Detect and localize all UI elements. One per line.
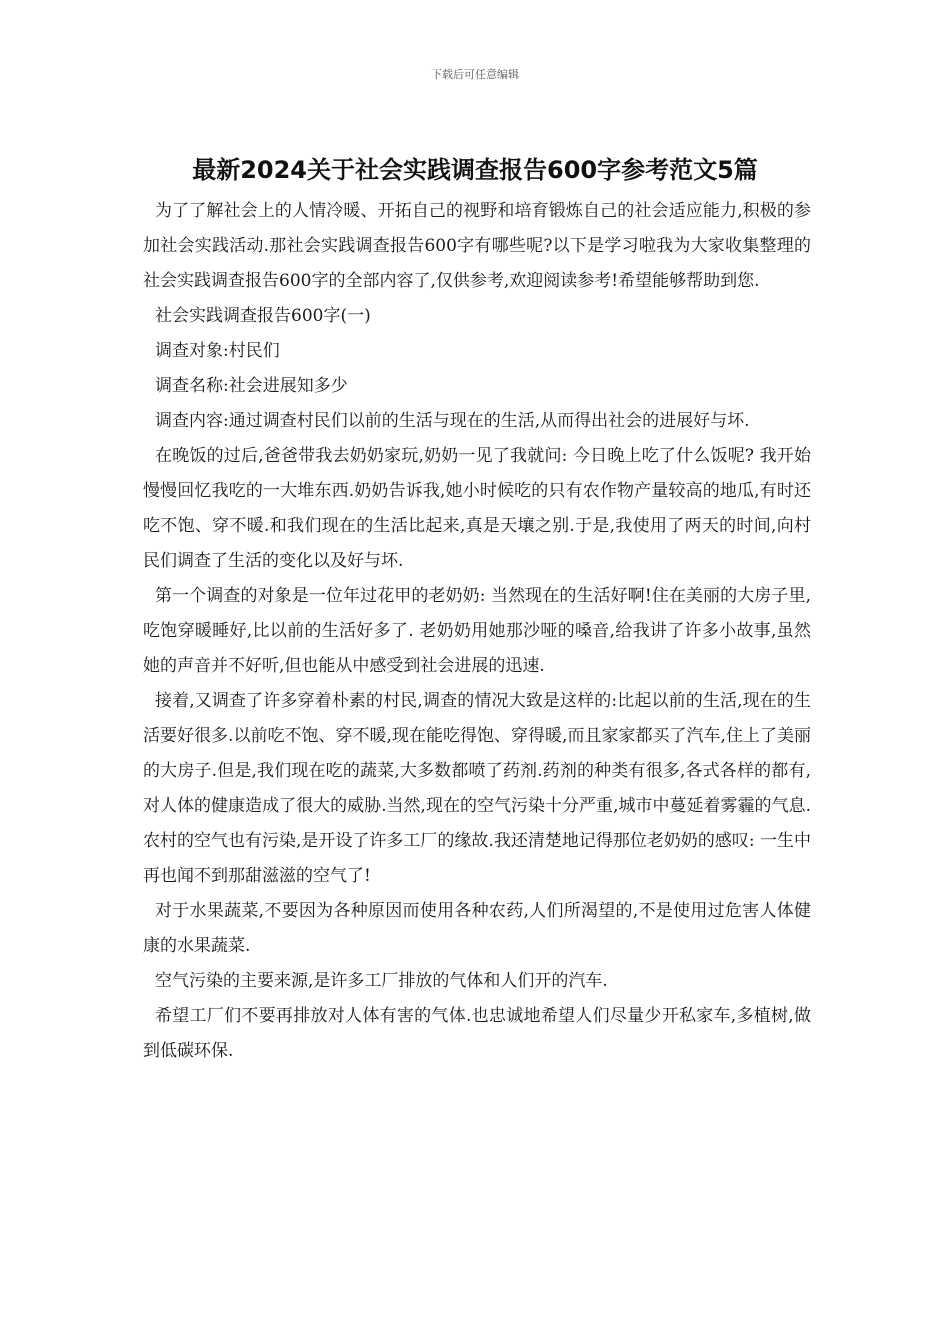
paragraph-survey-object: 调查对象:村民们 bbox=[155, 341, 280, 361]
document-title: 最新2024关于社会实践调查报告600字参考范文5篇 bbox=[192, 156, 758, 184]
paragraph-section-heading: 社会实践调查报告600字(一) bbox=[155, 306, 371, 326]
document-body bbox=[143, 194, 811, 1069]
paragraph-air-pollution: 空气污染的主要来源,是许多工厂排放的气体和人们开的汽车. bbox=[155, 971, 608, 991]
paragraph-hope: 希望工厂们不要再排放对人体有害的气体.也忠诚地希望人们尽量少开私家车,多植树,做到低碳环保. bbox=[143, 1006, 811, 1061]
paragraph-dinner-story: 在晚饭的过后,爸爸带我去奶奶家玩,奶奶一见了我就问: 今日晚上吃了什么饭呢? 我开始慢慢回忆我吃的一大堆东西.奶奶告诉我,她小时候吃的只有农作物产量较高的地瓜,有时还吃不饱、穿不暖.和我们现在的生活比起来,真是天壤之别.于是,我使用了两天的时间,向村民们调查了生活的变化以及好与坏. bbox=[143, 446, 811, 571]
paragraph-survey-name: 调查名称:社会进展知多少 bbox=[155, 376, 348, 396]
paragraph-survey-content: 调查内容:通过调查村民们以前的生活与现在的生活,从而得出社会的进展好与坏. bbox=[155, 411, 750, 431]
header-note: 下载后可任意编辑 bbox=[431, 68, 519, 81]
paragraph-villagers-survey: 接着,又调查了许多穿着朴素的村民,调查的情况大致是这样的:比起以前的生活,现在的生活要好很多.以前吃不饱、穿不暖,现在能吃得饱、穿得暖,而且家家都买了汽车,住上了美丽的大房子.但是,我们现在吃的蔬菜,大多数都喷了药剂.药剂的种类有很多,各式各样的都有,对人体的健康造成了很大的威胁.当然,现在的空气污染十分严重,城市中蔓延着雾霾的气息.农村的空气也有污染,是开设了许多工厂的缘故.我还清楚地记得那位老奶奶的感叹: 一生中再也闻不到那甜滋滋的空气了! bbox=[143, 691, 811, 886]
paragraph-vegetables: 对于水果蔬菜,不要因为各种原因而使用各种农药,人们所渴望的,不是使用过危害人体健康的水果蔬菜. bbox=[143, 901, 811, 956]
paragraph-intro: 为了了解社会上的人情冷暖、开拓自己的视野和培育锻炼自己的社会适应能力,积极的参加社会实践活动.那社会实践调查报告600字有哪些呢?以下是学习啦我为大家收集整理的社会实践调查报告600字的全部内容了,仅供参考,欢迎阅读参考!希望能够帮助到您. bbox=[143, 201, 811, 291]
paragraph-first-interview: 第一个调查的对象是一位年过花甲的老奶奶: 当然现在的生活好啊!住在美丽的大房子里,吃饱穿暖睡好,比以前的生活好多了. 老奶奶用她那沙哑的嗓音,给我讲了许多小故事,虽然她的声音并不好听,但也能从中感受到社会进展的迅速. bbox=[143, 586, 811, 676]
